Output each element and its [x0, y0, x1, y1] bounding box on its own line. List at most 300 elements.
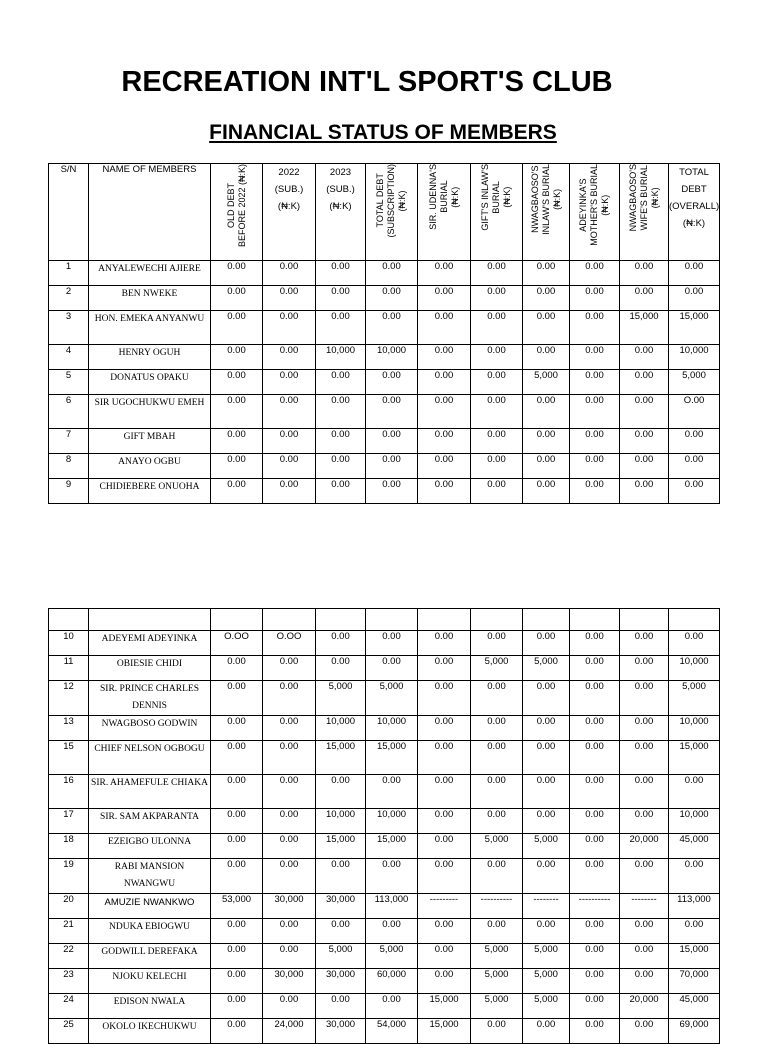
member-amount: 5,000 [523, 656, 570, 681]
member-amount: 54,000 [366, 1019, 418, 1044]
member-amount: 5,000 [523, 994, 570, 1019]
member-amount: 0.00 [471, 741, 523, 775]
page-title: RECREATION INT'L SPORT'S CLUB [121, 66, 613, 98]
member-amount: 0.00 [570, 345, 620, 370]
members-table-2 [48, 608, 720, 1044]
member-amount: 0.00 [418, 286, 471, 311]
member-sn: 18 [49, 834, 89, 859]
member-amount: 10,000 [316, 716, 366, 741]
member-amount: 0.00 [620, 809, 669, 834]
member-amount: 0.00 [620, 631, 669, 656]
member-row [49, 834, 720, 859]
member-amount: 0.00 [620, 944, 669, 969]
member-amount: 0.00 [263, 311, 316, 345]
member-amount: 53,000 [211, 894, 263, 919]
member-amount: 0.00 [471, 859, 523, 894]
member-amount: 0.00 [669, 919, 720, 944]
member-amount: 5,000 [366, 944, 418, 969]
member-amount: 0.00 [570, 479, 620, 504]
member-amount: 0.00 [570, 969, 620, 994]
member-amount: 0.00 [418, 395, 471, 429]
member-amount: 45,000 [669, 994, 720, 1019]
member-sn: 5 [49, 370, 89, 395]
member-amount: 0.00 [263, 741, 316, 775]
member-amount: 0.00 [471, 286, 523, 311]
member-amount: 0.00 [620, 429, 669, 454]
member-amount: 0.00 [669, 429, 720, 454]
member-sn: 1 [49, 261, 89, 286]
member-row [49, 944, 720, 969]
member-amount: 5,000 [316, 944, 366, 969]
member-amount: -------- [620, 894, 669, 919]
member-amount: 0.00 [418, 969, 471, 994]
member-amount: 5,000 [471, 656, 523, 681]
member-amount: 0.00 [570, 809, 620, 834]
member-amount: 0.00 [620, 286, 669, 311]
member-amount: 30,000 [263, 894, 316, 919]
member-amount: --------- [418, 894, 471, 919]
member-amount: 0.00 [366, 859, 418, 894]
members-table-1-body [49, 261, 720, 504]
member-amount: 0.00 [523, 631, 570, 656]
member-sn: 3 [49, 311, 89, 345]
member-name: NDUKA EBIOGWU [89, 919, 211, 944]
member-amount: 0.00 [211, 345, 263, 370]
member-amount: ---------- [471, 894, 523, 919]
member-amount: 0.00 [263, 656, 316, 681]
member-amount: 15,000 [418, 994, 471, 1019]
member-amount: 0.00 [669, 775, 720, 809]
member-amount: 0.00 [211, 944, 263, 969]
member-sn: 2 [49, 286, 89, 311]
member-row [49, 716, 720, 741]
member-amount: 0.00 [570, 429, 620, 454]
member-amount: 0.00 [316, 479, 366, 504]
member-amount: 0.00 [471, 681, 523, 716]
member-amount: 0.00 [570, 834, 620, 859]
member-amount: 0.00 [523, 345, 570, 370]
member-amount: 0.00 [620, 716, 669, 741]
member-amount: 0.00 [211, 775, 263, 809]
member-amount: 0.00 [570, 311, 620, 345]
member-row [49, 656, 720, 681]
member-amount: 0.00 [366, 479, 418, 504]
member-name: SIR. AHAMEFULE CHIAKA [89, 775, 211, 809]
member-amount: 0.00 [523, 479, 570, 504]
member-amount: 0.00 [211, 716, 263, 741]
member-name: BEN NWEKE [89, 286, 211, 311]
header-udenna-burial: SIR. UDENNA'S BURIAL (₦:K) [418, 164, 471, 261]
member-amount: 0.00 [620, 479, 669, 504]
header-nwagbaoso-wife-burial: NWAGBAOSO'S WIFE'S BURIAL (₦:K) [620, 164, 669, 261]
member-amount: 0.00 [366, 370, 418, 395]
member-amount: 0.00 [570, 775, 620, 809]
member-amount: 5,000 [523, 944, 570, 969]
member-amount: 0.00 [570, 994, 620, 1019]
member-amount: 0.00 [418, 454, 471, 479]
member-row [49, 286, 720, 311]
member-amount: 0.00 [211, 479, 263, 504]
member-amount: 0.00 [620, 345, 669, 370]
member-name: CHIEF NELSON OGBOGU [89, 741, 211, 775]
member-amount: 10,000 [316, 809, 366, 834]
page-subtitle: FINANCIAL STATUS OF MEMBERS [209, 121, 557, 144]
member-amount: 0.00 [523, 809, 570, 834]
member-amount: 0.00 [316, 311, 366, 345]
member-row [49, 994, 720, 1019]
member-sn: 20 [49, 894, 89, 919]
member-amount: 0.00 [263, 834, 316, 859]
member-amount: 0.00 [471, 631, 523, 656]
member-amount: 0.00 [263, 345, 316, 370]
member-amount: 5,000 [471, 994, 523, 1019]
member-amount: 5,000 [471, 834, 523, 859]
member-amount: 30,000 [263, 969, 316, 994]
member-amount: 0.00 [316, 370, 366, 395]
member-sn: 15 [49, 741, 89, 775]
member-amount: 0.00 [620, 969, 669, 994]
member-amount: 0.00 [418, 429, 471, 454]
member-amount: 0.00 [366, 919, 418, 944]
member-amount: 0.00 [570, 741, 620, 775]
member-amount: 0.00 [211, 919, 263, 944]
members-table-2-body [49, 609, 720, 1044]
member-amount: 30,000 [316, 894, 366, 919]
member-amount: 0.00 [263, 261, 316, 286]
member-amount: 0.00 [211, 286, 263, 311]
member-amount: 0.00 [669, 286, 720, 311]
member-amount: 0.00 [418, 311, 471, 345]
member-amount: 0.00 [211, 994, 263, 1019]
member-amount: 0.00 [570, 859, 620, 894]
member-sn: 10 [49, 631, 89, 656]
member-amount: 0.00 [570, 681, 620, 716]
member-amount: 15,000 [669, 311, 720, 345]
member-name: CHIDIEBERE ONUOHA [89, 479, 211, 504]
member-amount: 0.00 [523, 1019, 570, 1044]
member-amount: 0.00 [211, 311, 263, 345]
member-amount: 0.00 [418, 809, 471, 834]
member-amount: 15,000 [366, 834, 418, 859]
member-amount: 0.00 [263, 454, 316, 479]
member-amount: 0.00 [570, 656, 620, 681]
member-amount: 0.00 [263, 395, 316, 429]
member-amount: 0.00 [523, 716, 570, 741]
member-row [49, 261, 720, 286]
member-amount: 0.00 [471, 809, 523, 834]
member-row [49, 859, 720, 894]
member-amount: 0.00 [418, 944, 471, 969]
member-amount: O.00 [669, 395, 720, 429]
member-name: EZEIGBO ULONNA [89, 834, 211, 859]
member-sn: 6 [49, 395, 89, 429]
member-amount: 60,000 [366, 969, 418, 994]
member-amount: 5,000 [471, 944, 523, 969]
member-sn: 11 [49, 656, 89, 681]
member-amount: 0.00 [471, 429, 523, 454]
member-amount: 0.00 [316, 994, 366, 1019]
member-name: HON. EMEKA ANYANWU [89, 311, 211, 345]
member-row [49, 775, 720, 809]
member-amount: 15,000 [669, 741, 720, 775]
member-amount: 30,000 [316, 969, 366, 994]
member-amount: 0.00 [471, 1019, 523, 1044]
member-amount: 0.00 [570, 261, 620, 286]
member-amount: 0.00 [211, 656, 263, 681]
member-amount: 0.00 [570, 370, 620, 395]
member-amount: 0.00 [211, 395, 263, 429]
member-name: ADEYEMI ADEYINKA [89, 631, 211, 656]
member-amount: 0.00 [366, 631, 418, 656]
member-amount: 0.00 [211, 834, 263, 859]
member-amount: 0.00 [471, 311, 523, 345]
member-amount: 10,000 [669, 716, 720, 741]
member-amount: -------- [523, 894, 570, 919]
member-amount: 0.00 [523, 261, 570, 286]
member-amount: 0.00 [316, 261, 366, 286]
member-sn: 25 [49, 1019, 89, 1044]
member-amount: 0.00 [570, 944, 620, 969]
member-amount: 0.00 [523, 741, 570, 775]
header-row [49, 164, 720, 261]
member-sn: 24 [49, 994, 89, 1019]
member-amount: 20,000 [620, 994, 669, 1019]
member-sn: 7 [49, 429, 89, 454]
member-amount: 0.00 [523, 286, 570, 311]
member-amount: 0.00 [366, 261, 418, 286]
member-amount: 5,000 [669, 370, 720, 395]
member-amount: 10,000 [366, 809, 418, 834]
member-amount: 0.00 [366, 656, 418, 681]
member-name: ANYALEWECHI AJIERE [89, 261, 211, 286]
member-name: OBIESIE CHIDI [89, 656, 211, 681]
member-row [49, 479, 720, 504]
member-amount: 0.00 [471, 454, 523, 479]
member-amount: ---------- [570, 894, 620, 919]
member-amount: 0.00 [471, 395, 523, 429]
member-amount: 45,000 [669, 834, 720, 859]
member-amount: 0.00 [263, 429, 316, 454]
member-sn: 16 [49, 775, 89, 809]
member-amount: 0.00 [263, 859, 316, 894]
member-amount: 0.00 [669, 631, 720, 656]
member-name: OKOLO IKECHUKWU [89, 1019, 211, 1044]
member-amount: 0.00 [620, 1019, 669, 1044]
member-amount: 0.00 [211, 681, 263, 716]
member-amount: 0.00 [523, 395, 570, 429]
member-row [49, 969, 720, 994]
member-amount: 0.00 [523, 919, 570, 944]
member-amount: 0.00 [620, 656, 669, 681]
member-amount: 0.00 [620, 454, 669, 479]
member-name: RABI MANSION NWANGWU [89, 859, 211, 894]
member-sn: 4 [49, 345, 89, 370]
member-amount: 0.00 [263, 681, 316, 716]
member-amount: 0.00 [418, 479, 471, 504]
member-amount: 0.00 [418, 631, 471, 656]
member-amount: 0.00 [669, 859, 720, 894]
member-amount: 0.00 [211, 454, 263, 479]
header-total-sub: TOTAL DEBT (SUBSCRIPTION) (₦:K) [366, 164, 418, 261]
member-amount: 0.00 [418, 741, 471, 775]
member-sn: 17 [49, 809, 89, 834]
member-sn: 21 [49, 919, 89, 944]
member-amount: 0.00 [418, 834, 471, 859]
member-row [49, 894, 720, 919]
member-name: GODWILL DEREFAKA [89, 944, 211, 969]
member-amount: 0.00 [418, 681, 471, 716]
member-row [49, 395, 720, 429]
member-amount: 20,000 [620, 834, 669, 859]
member-amount: 0.00 [570, 716, 620, 741]
member-amount: 0.00 [316, 775, 366, 809]
member-name: AMUZIE NWANKWO [89, 894, 211, 919]
member-sn: 23 [49, 969, 89, 994]
member-amount: 0.00 [418, 656, 471, 681]
member-amount: 5,000 [523, 969, 570, 994]
member-amount: 0.00 [471, 919, 523, 944]
header-adeyinka-mother-burial: ADEYINKA'S MOTHER'S BURIAL (₦:K) [570, 164, 620, 261]
member-amount: 0.00 [471, 716, 523, 741]
member-amount: 15,000 [316, 741, 366, 775]
blank-header-row [49, 609, 720, 631]
member-amount: 113,000 [669, 894, 720, 919]
member-amount: 0.00 [418, 919, 471, 944]
member-row [49, 370, 720, 395]
member-amount: 0.00 [366, 429, 418, 454]
member-amount: 0.00 [620, 775, 669, 809]
member-name: HENRY OGUH [89, 345, 211, 370]
member-amount: 0.00 [263, 716, 316, 741]
member-amount: 0.00 [316, 454, 366, 479]
member-amount: 0.00 [620, 395, 669, 429]
member-amount: 10,000 [669, 656, 720, 681]
member-amount: 0.00 [211, 969, 263, 994]
member-amount: 0.00 [211, 429, 263, 454]
member-amount: 0.00 [211, 741, 263, 775]
member-amount: 0.00 [471, 775, 523, 809]
member-amount: 0.00 [523, 775, 570, 809]
member-name: SIR. PRINCE CHARLES DENNIS [89, 681, 211, 716]
header-2022-sub: 2022 (SUB.) (₦:K) [263, 164, 316, 261]
member-amount: 0.00 [669, 454, 720, 479]
member-amount: 0.00 [669, 479, 720, 504]
member-amount: 0.00 [418, 859, 471, 894]
member-sn: 8 [49, 454, 89, 479]
member-amount: 0.00 [366, 286, 418, 311]
member-amount: 0.00 [418, 716, 471, 741]
member-amount: 0.00 [418, 370, 471, 395]
member-row [49, 429, 720, 454]
member-amount: 5,000 [471, 969, 523, 994]
member-amount: 0.00 [570, 631, 620, 656]
member-amount: 5,000 [316, 681, 366, 716]
member-amount: 0.00 [316, 919, 366, 944]
member-amount: 0.00 [523, 859, 570, 894]
member-amount: 0.00 [316, 429, 366, 454]
member-amount: 0.00 [263, 809, 316, 834]
member-amount: 0.00 [620, 370, 669, 395]
member-row [49, 809, 720, 834]
member-name: DONATUS OPAKU [89, 370, 211, 395]
member-amount: 0.00 [211, 1019, 263, 1044]
member-sn: 12 [49, 681, 89, 716]
member-amount: 0.00 [316, 395, 366, 429]
member-amount: 0.00 [263, 994, 316, 1019]
member-amount: 0.00 [263, 944, 316, 969]
member-amount: 0.00 [570, 454, 620, 479]
member-amount: 70,000 [669, 969, 720, 994]
member-amount: 0.00 [418, 345, 471, 370]
member-amount: 0.00 [366, 311, 418, 345]
member-amount: 15,000 [418, 1019, 471, 1044]
member-amount: 0.00 [523, 311, 570, 345]
member-sn: 9 [49, 479, 89, 504]
member-name: ANAYO OGBU [89, 454, 211, 479]
member-name: NJOKU KELECHI [89, 969, 211, 994]
member-amount: 0.00 [471, 370, 523, 395]
member-name: SIR UGOCHUKWU EMEH [89, 395, 211, 429]
member-amount: 10,000 [366, 716, 418, 741]
member-amount: 0.00 [570, 919, 620, 944]
member-row [49, 1019, 720, 1044]
member-amount: 10,000 [669, 809, 720, 834]
member-amount: 0.00 [471, 345, 523, 370]
member-amount: 0.00 [570, 286, 620, 311]
member-amount: 0.00 [669, 261, 720, 286]
member-amount: 0.00 [263, 919, 316, 944]
header-total-overall: TOTAL DEBT (OVERALL) (₦:K) [669, 164, 720, 261]
member-amount: 0.00 [471, 479, 523, 504]
member-amount: 0.00 [620, 681, 669, 716]
member-amount: 15,000 [669, 944, 720, 969]
member-amount: 0.00 [570, 1019, 620, 1044]
member-amount: 10,000 [366, 345, 418, 370]
header-sn: S/N [49, 164, 89, 261]
header-old-debt: OLD DEBT BEFORE 2022 (₦:K) [211, 164, 263, 261]
member-amount: 0.00 [620, 859, 669, 894]
member-name: EDISON NWALA [89, 994, 211, 1019]
member-row [49, 681, 720, 716]
member-amount: 0.00 [620, 741, 669, 775]
member-amount: 0.00 [263, 775, 316, 809]
members-table-1 [48, 163, 720, 504]
member-amount: 0.00 [316, 286, 366, 311]
member-amount: 5,000 [523, 834, 570, 859]
member-amount: 113,000 [366, 894, 418, 919]
member-amount: O.OO [211, 631, 263, 656]
member-sn: 22 [49, 944, 89, 969]
member-amount: 69,000 [669, 1019, 720, 1044]
member-amount: 0.00 [471, 261, 523, 286]
header-nwagbaoso-inlaw-burial: NWAGBAOSO'S INLAW'S BURIAL (₦:K) [523, 164, 570, 261]
header-gift-inlaw-burial: GIFT'S INLAW'S BURIAL (₦:K) [471, 164, 523, 261]
member-amount: 15,000 [620, 311, 669, 345]
member-amount: 0.00 [366, 395, 418, 429]
member-amount: 30,000 [316, 1019, 366, 1044]
member-row [49, 919, 720, 944]
member-row [49, 631, 720, 656]
header-name: NAME OF MEMBERS [89, 164, 211, 261]
member-name: NWAGBOSO GODWIN [89, 716, 211, 741]
member-amount: 0.00 [211, 370, 263, 395]
member-amount: 0.00 [366, 775, 418, 809]
member-amount: 0.00 [620, 919, 669, 944]
member-amount: 0.00 [263, 370, 316, 395]
member-amount: 5,000 [669, 681, 720, 716]
member-amount: 24,000 [263, 1019, 316, 1044]
member-amount: 0.00 [263, 286, 316, 311]
